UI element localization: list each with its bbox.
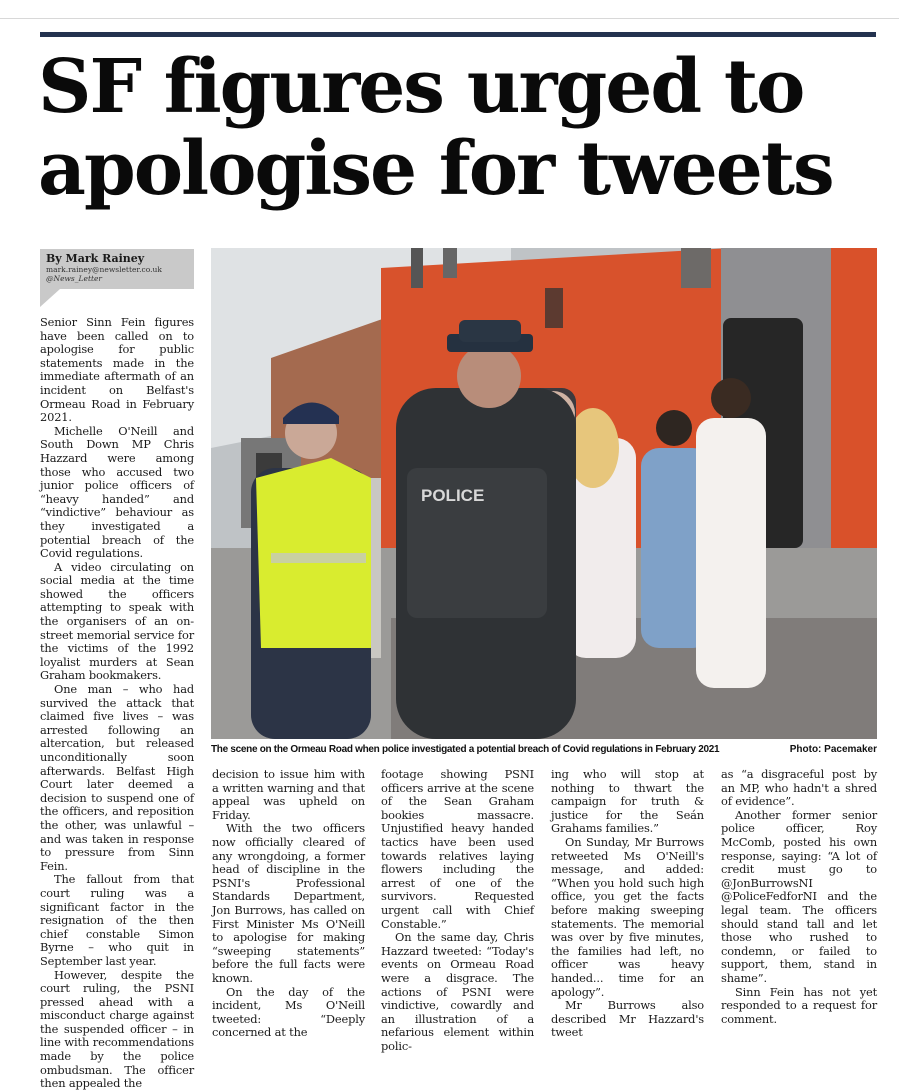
paragraph: as “a disgraceful post by an MP, who hadn't a shred of evidence”. xyxy=(721,767,877,809)
paragraph: footage showing PSNI officers arrive at the scene of the Sean Graham bookies massacre. Unjustified heavy handed tactics have been used towards relatives laying flowers including the arrest of one of the survivors. Requested urgent call with Chief Constable.” xyxy=(381,767,534,931)
article-column-5 xyxy=(721,768,877,1026)
paragraph: Another former senior police officer, Roy McComb, posted his own response, saying: “A lot of credit must go to @JonBurrowsNI @PoliceFedforNI and the legal team. The officers should stand tall and let those who rushed to condemn, or failed to support, them, stand in shame”. xyxy=(721,807,877,985)
paragraph: On the same day, Chris Hazzard tweeted: “Today's events on Ormeau Road were a disgrace. The actions of PSNI were vindictive, cowardly and an illustration of a nefarious element within polic- xyxy=(381,930,534,1053)
article-column-4 xyxy=(551,768,704,1040)
photo-caption: The scene on the Ormeau Road when police investigated a potential breach of Covid regulations in February 2021 xyxy=(211,744,720,755)
headline xyxy=(38,46,888,210)
photo-credit: Photo: Pacemaker xyxy=(789,744,877,755)
news-photo xyxy=(211,248,877,739)
paragraph: The fallout from that court ruling was a significant factor in the resignation of the then chief constable Simon Byrne – who quit in September last year. xyxy=(40,872,194,968)
paragraph: ing who will stop at nothing to thwart the campaign for truth & justice for the Seán Grahams families.” xyxy=(551,767,704,836)
paragraph: A video circulating on social media at the time showed the officers attempting to speak with the organisers of an on-street memorial service for the victims of the 1992 loyalist murders at Sean Graham bookmakers. xyxy=(40,559,194,683)
headline-line-2: apologise for tweets xyxy=(38,126,833,212)
police-vest-label: POLICE xyxy=(421,486,485,505)
paragraph: On the day of the incident, Ms O'Neill tweeted: “Deeply concerned at the xyxy=(212,984,365,1040)
photo-caption-bar xyxy=(211,744,877,758)
paragraph: On Sunday, Mr Burrows retweeted Ms O'Neill's message, and added: “When you hold such high office, you get the facts before making sweeping statements. The memorial was over by five minutes, the families had left, no officer was heavy handed... time for an apology”. xyxy=(551,834,704,999)
paragraph: Michelle O'Neill and South Down MP Chris Hazzard were among those who accused two junior police officers of “heavy handed” and “vindictive” behaviour as they investigated a potential breach of the Covid regulations. xyxy=(40,423,194,561)
paragraph: Mr Burrows also described Mr Hazzard's tweet xyxy=(551,998,704,1040)
article-column-1 xyxy=(40,316,194,1091)
page-top-line xyxy=(0,18,899,19)
paragraph: Senior Sinn Fein figures have been called on to apologise for public statements made in the immediate aftermath of an incident on Belfast's Ormeau Road in February 2021. xyxy=(40,315,194,425)
paragraph: One man – who had survived the attack that claimed five lives – was arrested following an altercation, but released unconditionally soon afterwards. Belfast High Court later deemed a decision to suspend one of the officers, and reposition the other, was unlawful – and was taken in response to pressure from Sinn Fein. xyxy=(40,682,194,873)
paragraph: decision to issue him with a written warning and that appeal was upheld on Friday. xyxy=(212,767,365,822)
byline-handle: @News_Letter xyxy=(46,274,102,283)
headline-line-1: SF figures urged to xyxy=(38,44,804,130)
paragraph: Sinn Fein has not yet responded to a request for comment. xyxy=(721,984,877,1026)
article-column-2 xyxy=(212,768,365,1040)
byline-author: By Mark Rainey xyxy=(46,252,145,265)
byline-email: mark.rainey@newsletter.co.uk xyxy=(46,265,162,274)
byline-tail xyxy=(40,289,60,307)
article-column-3 xyxy=(381,768,534,1053)
byline-box xyxy=(40,249,194,289)
paragraph: With the two officers now officially cleared of any wrongdoing, a former head of discipline in the PSNI's Professional Standards Department, Jon Burrows, has called on First Minister Ms O'Neill to apologise for making “sweeping statements” before the full facts were known. xyxy=(212,821,365,985)
header-rule xyxy=(40,32,876,37)
paragraph: However, despite the court ruling, the PSNI pressed ahead with a misconduct charge against the suspended officer – in line with recommendations made by the police ombudsman. The officer then appealed the xyxy=(40,967,194,1091)
